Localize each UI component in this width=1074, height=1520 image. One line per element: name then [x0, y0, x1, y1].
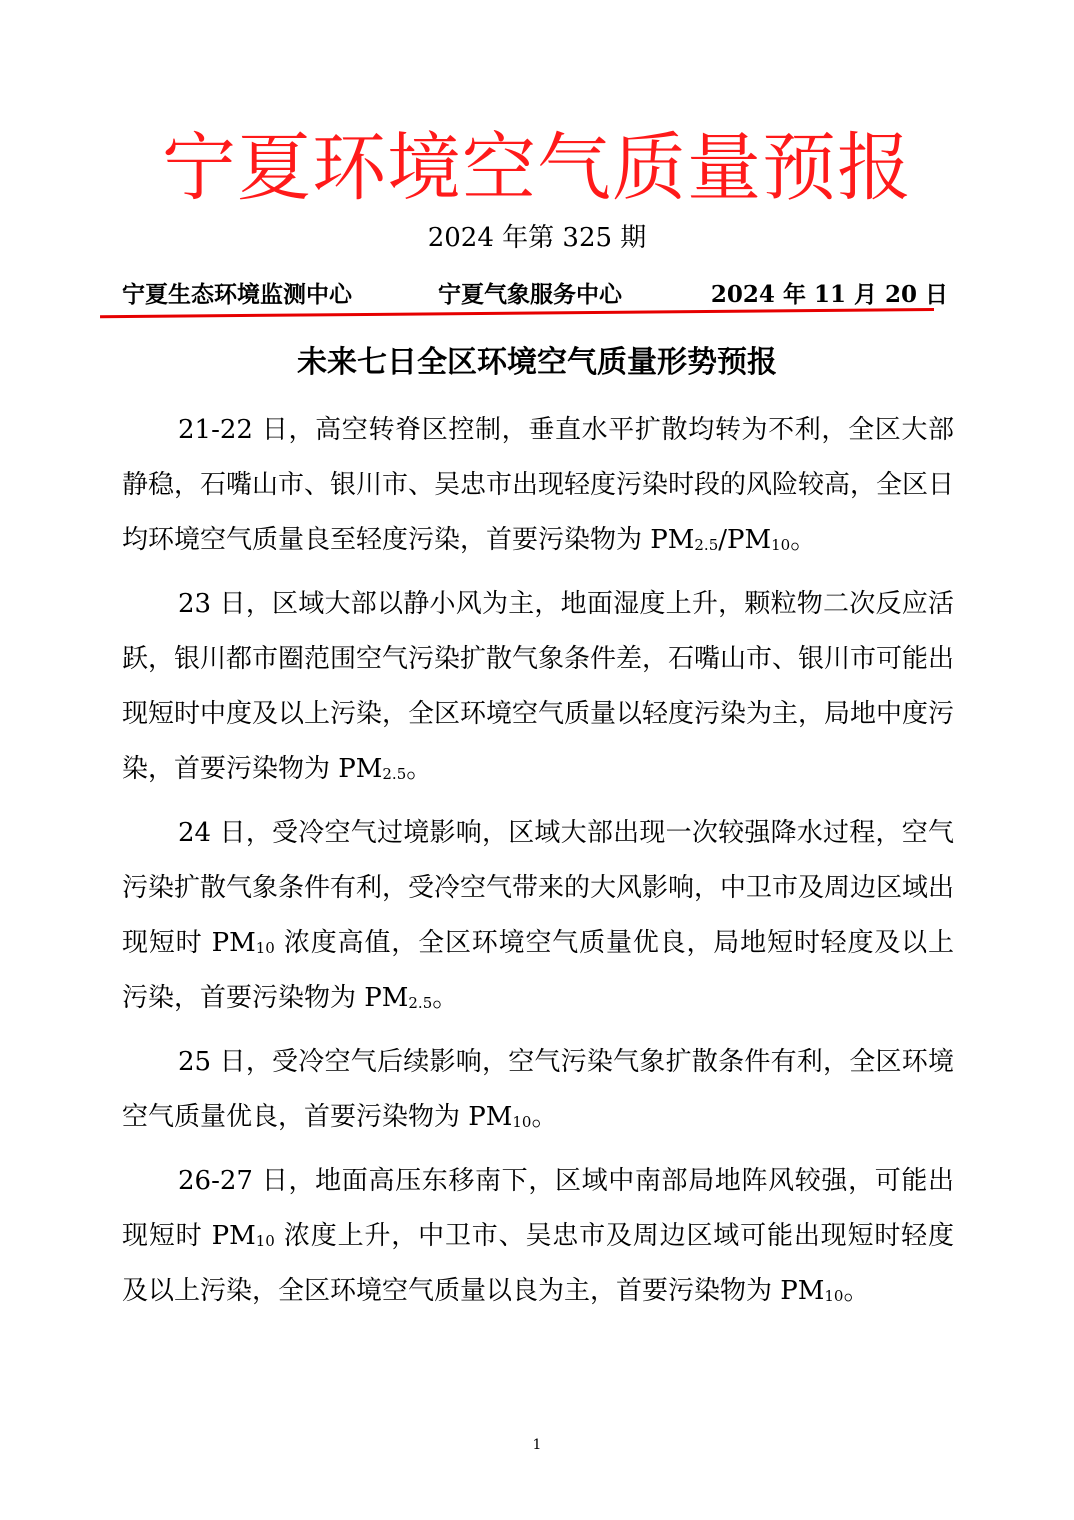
forecast-paragraph — [122, 1154, 954, 1319]
pollutant-subscript: 10 — [255, 1232, 275, 1250]
pollutant-subscript: 10 — [255, 939, 275, 957]
paragraph-text: 。 — [790, 525, 817, 555]
forecast-paragraph — [122, 806, 954, 1026]
forecast-paragraph — [122, 1035, 954, 1145]
paragraph-text: 25 日，受冷空气后续影响，空气污染气象扩散条件有利，全区环境空气质量优良，首要污染物为 PM — [122, 1047, 954, 1132]
issuer-monitoring-center: 宁夏生态环境监测中心 — [122, 281, 352, 308]
paragraph-text: 23 日，区域大部以静小风为主，地面湿度上升，颗粒物二次反应活跃，银川都市圈范围空气污染扩散气象条件差，石嘴山市、银川市可能出现短时中度及以上污染，全区环境空气质量以轻度污染为主，局地中度污染，首要污染物为 PM — [122, 589, 955, 784]
masthead-title: 宁夏环境空气质量预报 — [162, 125, 912, 211]
paragraph-text: 。 — [531, 1102, 558, 1132]
issue-date: 2024 年 11 月 20 日 — [710, 281, 948, 308]
paragraph-text: 浓度上升，中卫市、吴忠市及周边区域可能出现短时轻度及以上污染，全区环境空气质量以良为主，首要污染物为 PM — [122, 1221, 954, 1306]
paragraph-text: /PM — [718, 525, 772, 555]
forecast-paragraph — [122, 403, 954, 568]
paragraph-text: 24 日，受冷空气过境影响，区域大部出现一次较强降水过程，空气污染扩散气象条件有利，受冷空气带来的大风影响，中卫市及周边区域出现短时 PM — [122, 818, 955, 958]
pollutant-subscript: 10 — [771, 536, 791, 554]
issuer-meteorology-center: 宁夏气象服务中心 — [438, 281, 622, 308]
paragraph-text: 。 — [406, 754, 433, 784]
pollutant-subscript: 2.5 — [408, 994, 433, 1012]
section-title: 未来七日全区环境空气质量形势预报 — [297, 345, 777, 380]
forecast-body — [122, 403, 954, 1328]
pollutant-subscript: 10 — [512, 1113, 532, 1131]
issuer-row — [122, 280, 952, 312]
paragraph-text: 。 — [432, 983, 459, 1013]
paragraph-text: 26-27 日，地面高压东移南下，区域中南部局地阵风较强，可能出现短时 PM — [122, 1166, 954, 1251]
forecast-paragraph — [122, 577, 954, 797]
paragraph-text: 。 — [843, 1276, 870, 1306]
issue-number: 2024 年第 325 期 — [427, 223, 647, 253]
paragraph-text: 浓度高值，全区环境空气质量优良，局地短时轻度及以上污染，首要污染物为 PM — [122, 928, 954, 1013]
pollutant-subscript: 2.5 — [382, 765, 407, 783]
page-number: 1 — [532, 1437, 542, 1453]
pollutant-subscript: 2.5 — [694, 536, 719, 554]
paragraph-text: 21-22 日，高空转脊区控制，垂直水平扩散均转为不利，全区大部静稳，石嘴山市、银川市、吴忠市出现轻度污染时段的风险较高，全区日均环境空气质量良至轻度污染，首要污染物为 PM — [122, 415, 955, 555]
pollutant-subscript: 10 — [824, 1287, 844, 1305]
